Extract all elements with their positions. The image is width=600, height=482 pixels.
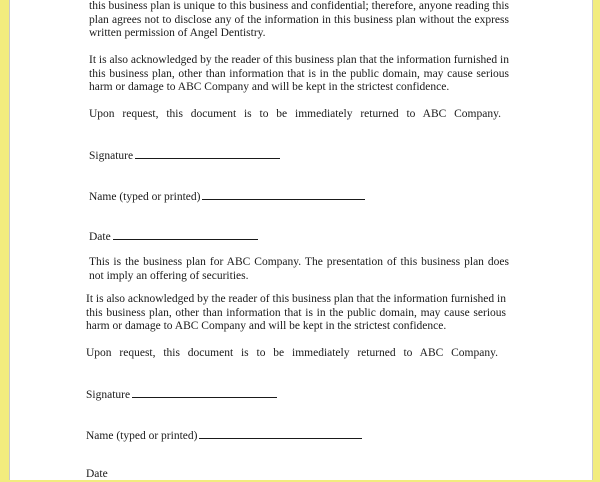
date-blank-1	[113, 229, 258, 240]
document-page	[9, 0, 593, 480]
acknowledgement-paragraph-1: It is also acknowledged by the reader of this business plan that the information furnished in this business plan, other than information that is in the public domain, may cause serious harm or damage to ABC Company and will be kept in the strictest confidence.	[89, 54, 509, 93]
name-line-1	[89, 189, 365, 205]
signature-label-1: Signature	[89, 150, 134, 162]
date-line-1	[89, 229, 258, 245]
confidentiality-fragment: this business plan is unique to this business and confidential; therefore, anyone reading this plan agrees not to disclose any of the information in this business plan without the express written permission of Angel Dentistry.	[89, 0, 509, 39]
signature-label-2: Signature	[86, 389, 131, 401]
date-label-2: Date	[86, 468, 108, 480]
name-blank-2	[199, 428, 362, 439]
signature-line-1	[89, 148, 280, 164]
date-line-2	[86, 468, 108, 482]
return-request-1: Upon request, this document is to be immediately returned to ABC Company.	[89, 108, 501, 120]
signature-line-2	[86, 387, 277, 403]
name-label-2: Name (typed or printed)	[86, 430, 198, 442]
signature-blank-2	[132, 387, 277, 398]
name-label-1: Name (typed or printed)	[89, 191, 201, 203]
acknowledgement-paragraph-2: It is also acknowledged by the reader of this business plan that the information furnished in this business plan, other than information that is in the public domain, may cause serious harm or damage to ABC Company and will be kept in the strictest confidence.	[86, 293, 506, 332]
name-blank-1	[202, 189, 365, 200]
name-line-2	[86, 428, 362, 444]
signature-blank-1	[135, 148, 280, 159]
presentation-paragraph: This is the business plan for ABC Company. The presentation of this business plan does not imply an offering of securities.	[89, 256, 509, 282]
date-label-1: Date	[89, 231, 111, 243]
return-request-2: Upon request, this document is to be immediately returned to ABC Company.	[86, 347, 498, 359]
